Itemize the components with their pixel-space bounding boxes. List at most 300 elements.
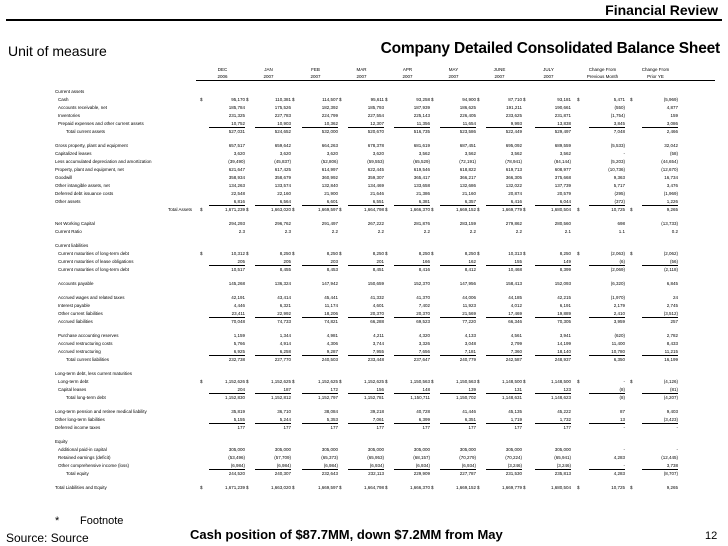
currency-symbol: $ (477, 485, 480, 490)
table-cell: 4,601 (372, 303, 384, 308)
table-cell: 7,048 (613, 129, 625, 134)
table-cell: 1,732 (559, 417, 571, 422)
subtotal-rule (209, 393, 245, 394)
currency-symbol: $ (246, 485, 249, 490)
table-cell: (8) (619, 395, 625, 400)
currency-symbol: $ (292, 207, 295, 212)
table-cell: 45,222 (557, 409, 571, 414)
column-header-line1: MAY (448, 67, 459, 72)
currency-symbol: $ (431, 97, 434, 102)
table-cell: 532,000 (321, 129, 338, 134)
row-label: Total Liabilities and Equity (55, 485, 107, 490)
table-cell: 1,671,239 (224, 485, 245, 490)
table-cell: 8,433 (666, 341, 678, 346)
table-cell: 11,215 (664, 349, 678, 354)
table-cell: 618,822 (459, 167, 476, 172)
table-cell: 8,399 (559, 267, 571, 272)
table-cell: 2.3 (284, 229, 291, 234)
subtotal-rule (535, 469, 571, 470)
column-header-line2: Previous Month (586, 74, 619, 79)
table-cell: 1,669,779 (501, 485, 522, 490)
table-cell: 10,752 (231, 121, 245, 126)
table-row (0, 424, 728, 431)
table-cell: 1,669,779 (501, 207, 522, 212)
currency-symbol: $ (339, 97, 342, 102)
table-cell: (295) (614, 191, 625, 196)
table-cell: (5,533) (610, 143, 625, 148)
subtotal-rule (348, 469, 384, 470)
column-header-line2: 2007 (263, 74, 274, 79)
table-cell: (70,224) (505, 455, 522, 460)
subtotal-rule (589, 355, 625, 356)
table-cell: 39,218 (370, 409, 384, 414)
table-cell: 231,325 (228, 113, 245, 118)
table-cell: 20,370 (416, 311, 430, 316)
table-cell: 375,668 (554, 175, 571, 180)
column-header-line1: JULY (543, 67, 554, 72)
table-cell: 32,042 (664, 143, 678, 148)
table-cell: - (623, 463, 625, 468)
table-cell: 4,306 (326, 341, 338, 346)
table-cell: (53,496) (228, 455, 245, 460)
table-cell: 7,402 (418, 303, 430, 308)
table-cell: 43,414 (277, 295, 291, 300)
table-cell: 77,220 (462, 319, 476, 324)
table-cell: 45,441 (324, 295, 338, 300)
table-cell: 6,845 (666, 281, 678, 286)
table-cell: 3,620 (279, 151, 291, 156)
table-row (0, 158, 728, 165)
table-cell: 280,560 (554, 221, 571, 226)
footnote-marker: * (55, 515, 60, 527)
table-cell: 1.1 (618, 229, 625, 234)
table-cell: (1,969) (663, 191, 678, 196)
subtotal-rule (535, 355, 571, 356)
table-cell: (65,373) (321, 455, 338, 460)
row-label: Capital leases (58, 387, 87, 392)
table-cell: 6,564 (279, 199, 291, 204)
table-cell: 114,507 (322, 97, 338, 102)
table-cell: 7,181 (464, 349, 476, 354)
currency-symbol: $ (630, 97, 633, 102)
table-cell: 66,346 (508, 319, 522, 324)
column-header-line1: FEB (311, 67, 320, 72)
table-cell: 622,445 (367, 167, 384, 172)
table-row (0, 104, 728, 111)
table-cell: 291,497 (321, 221, 338, 226)
table-row (0, 266, 728, 273)
table-row (0, 128, 728, 135)
currency-symbol: $ (523, 207, 526, 212)
table-cell: 8,250 (418, 251, 430, 256)
subtotal-rule (440, 355, 476, 356)
table-cell: (56) (669, 259, 678, 264)
row-label: Current assets (55, 89, 85, 94)
table-cell: 38,084 (324, 409, 338, 414)
table-cell: (2,069) (610, 267, 625, 272)
table-cell: 657,517 (228, 143, 245, 148)
row-label: Other current liabilities (58, 311, 103, 316)
currency-symbol: $ (200, 485, 203, 490)
table-cell: 3,959 (613, 319, 625, 324)
table-cell: 159 (670, 113, 678, 118)
table-cell: 10,517 (231, 267, 245, 272)
table-cell: 41,370 (416, 295, 430, 300)
table-cell: 681,619 (413, 143, 430, 148)
table-cell: 1,152,812 (270, 395, 291, 400)
subtotal-rule (348, 355, 384, 356)
table-cell: 3,744 (372, 341, 384, 346)
table-row (0, 356, 728, 363)
table-cell: 9,363 (613, 175, 625, 180)
row-label: Total current assets (66, 129, 106, 134)
subtotal-rule (255, 393, 291, 394)
table-cell: 305,000 (228, 447, 245, 452)
table-cell: 205 (237, 259, 245, 264)
table-cell: (39,490) (228, 159, 245, 164)
currency-symbol: $ (339, 207, 342, 212)
subtotal-rule (209, 127, 245, 128)
table-cell: 6,258 (279, 349, 291, 354)
column-header-line1: MAR (356, 67, 367, 72)
table-cell: (6,934) (369, 463, 384, 468)
source-note: Source: Source (6, 531, 89, 545)
table-cell: 93,258 (416, 97, 430, 102)
table-cell: 17,469 (508, 311, 522, 316)
table-cell: 149 (563, 259, 571, 264)
row-label: Accrued liabilities (58, 319, 93, 324)
table-cell: 94,900 (462, 97, 476, 102)
subtotal-rule (209, 355, 245, 356)
table-cell: 1,680,504 (550, 485, 571, 490)
table-cell: 267,222 (367, 221, 384, 226)
table-cell: 45,135 (508, 409, 522, 414)
currency-symbol: $ (200, 207, 203, 212)
table-cell: 614,997 (321, 167, 338, 172)
table-cell: 366,305 (505, 175, 522, 180)
table-cell: 360,992 (321, 175, 338, 180)
currency-symbol: $ (385, 97, 388, 102)
table-cell: 2,782 (666, 333, 678, 338)
table-cell: 1,669,597 (317, 485, 338, 490)
currency-symbol: $ (630, 207, 633, 212)
table-cell: 22,548 (231, 191, 245, 196)
table-cell: 93,181 (557, 97, 571, 102)
table-cell: (12,445) (661, 455, 678, 460)
table-cell: 42,191 (231, 295, 245, 300)
table-cell: 20,874 (508, 191, 522, 196)
table-cell: 522,449 (505, 129, 522, 134)
table-cell: 305,000 (413, 447, 430, 452)
subtotal-rule (394, 265, 430, 266)
table-cell: 4,561 (510, 333, 522, 338)
table-cell: 6,551 (372, 199, 384, 204)
page-number: 12 (705, 530, 718, 542)
table-cell: 10,312 (231, 251, 245, 256)
table-cell: (6,984) (230, 463, 245, 468)
currency-symbol: $ (577, 207, 580, 212)
subtotal-rule (209, 205, 245, 206)
table-cell: 187,939 (413, 105, 430, 110)
table-cell: 158,413 (505, 281, 522, 286)
subtotal-rule (348, 393, 384, 394)
subtotal-rule (348, 423, 384, 424)
table-cell: 132,840 (321, 183, 338, 188)
subtotal-rule (255, 469, 291, 470)
table-cell: 4,283 (613, 471, 625, 476)
table-cell: 201 (376, 259, 384, 264)
table-cell: 659,642 (274, 143, 291, 148)
table-cell: 2,410 (613, 311, 625, 316)
table-cell: 7,955 (372, 349, 384, 354)
table-cell: (3,512) (663, 311, 678, 316)
table-cell: 10,313 (508, 251, 522, 256)
table-cell: 182,392 (321, 105, 338, 110)
subtotal-rule (348, 205, 384, 206)
column-header-line2: 2007 (543, 74, 554, 79)
currency-symbol: $ (385, 251, 388, 256)
table-cell: (13,733) (661, 221, 678, 226)
table-cell: 22,992 (277, 311, 291, 316)
row-label: Total equity (66, 471, 89, 476)
table-cell: 8,451 (372, 267, 384, 272)
table-cell: 185,793 (367, 105, 384, 110)
table-cell: 6,816 (233, 199, 245, 204)
table-cell: 698 (617, 221, 625, 226)
table-cell: 1,152,797 (317, 395, 338, 400)
subtotal-rule (535, 317, 571, 318)
subtotal-rule (394, 317, 430, 318)
table-cell: 687,451 (459, 143, 476, 148)
subtotal-rule (535, 393, 571, 394)
row-label: Other assets (55, 199, 81, 204)
table-cell: (6,934) (415, 463, 430, 468)
table-cell: 4,211 (373, 333, 384, 338)
column-header-line2: 2007 (494, 74, 505, 79)
column-header-line2: 2006 (217, 74, 228, 79)
table-cell: 2,745 (666, 303, 678, 308)
table-cell: 21,646 (370, 191, 384, 196)
table-cell: 1,344 (279, 333, 291, 338)
table-row (0, 348, 728, 355)
table-cell: 44,006 (462, 295, 476, 300)
table-cell: 6,351 (464, 417, 476, 422)
currency-symbol: $ (292, 485, 295, 490)
row-label: Additional paid-in capital (58, 447, 107, 452)
table-row (0, 142, 728, 149)
table-cell: (59,553) (367, 159, 384, 164)
table-row (0, 370, 728, 377)
row-label: Accounts payable (58, 281, 94, 286)
subtotal-rule (486, 317, 522, 318)
row-label: Accrued restructuring costs (58, 341, 113, 346)
table-cell: 358,679 (274, 175, 291, 180)
table-cell: 226,405 (459, 113, 476, 118)
table-cell: 16,734 (664, 175, 678, 180)
table-cell: 150,659 (367, 281, 384, 286)
table-row (0, 96, 728, 103)
table-cell: (58) (669, 151, 678, 156)
table-row (0, 120, 728, 127)
table-cell: 205 (283, 259, 291, 264)
table-cell: 621,647 (228, 167, 245, 172)
currency-symbol: $ (630, 251, 633, 256)
table-row (0, 174, 728, 181)
subtotal-rule (394, 127, 430, 128)
table-cell: 4,914 (279, 341, 291, 346)
table-cell: 1,152,625 (270, 379, 291, 384)
table-cell: 1,671,239 (224, 207, 245, 212)
table-cell: 524,652 (274, 129, 291, 134)
table-cell: - (623, 425, 625, 430)
table-cell: 3,620 (326, 151, 338, 156)
subtotal-rule (589, 205, 625, 206)
subtotal-rule (642, 469, 678, 470)
table-cell: 24 (672, 295, 678, 300)
table-cell: 1,680,504 (550, 207, 571, 212)
table-cell: 123 (563, 387, 571, 392)
table-cell: 664,263 (321, 143, 338, 148)
table-cell: 516,735 (413, 129, 430, 134)
table-cell: 9,403 (666, 409, 678, 414)
subtotal-rule (440, 423, 476, 424)
table-cell: 42,215 (557, 295, 571, 300)
table-cell: 41,446 (462, 409, 476, 414)
row-label: Prepaid expenses and other current assets (58, 121, 144, 126)
table-cell: 305,000 (554, 447, 571, 452)
table-cell: (45,837) (274, 159, 291, 164)
table-cell: 5,766 (233, 341, 245, 346)
currency-symbol: $ (292, 379, 295, 384)
table-cell: 185,784 (228, 105, 245, 110)
table-cell: 7,360 (510, 349, 522, 354)
currency-symbol: $ (200, 379, 203, 384)
currency-symbol: $ (246, 207, 249, 212)
subtotal-rule (440, 469, 476, 470)
table-cell: 204 (237, 387, 245, 392)
table-cell: 152,093 (554, 281, 571, 286)
subtotal-rule (440, 393, 476, 394)
subtotal-rule (486, 265, 522, 266)
subtotal-rule (302, 127, 338, 128)
table-cell: 136,324 (274, 281, 291, 286)
table-cell: 227,770 (274, 357, 291, 362)
row-label: Accrued wages and related taxes (58, 295, 125, 300)
table-cell: (6,934) (461, 463, 476, 468)
table-cell: 3,048 (464, 341, 476, 346)
table-cell: (3,246) (556, 463, 571, 468)
table-cell: (3,246) (507, 463, 522, 468)
table-cell: 74,821 (324, 319, 338, 324)
row-label: Gross property, plant and equipment (55, 143, 128, 148)
row-label: Other long-term liabilities (55, 417, 105, 422)
row-label: Total current liabilities (66, 357, 110, 362)
table-cell: 70,305 (557, 319, 571, 324)
table-cell: 6,416 (510, 199, 522, 204)
table-row (0, 206, 728, 213)
table-cell: 186,625 (459, 105, 476, 110)
table-cell: 359,307 (367, 175, 384, 180)
table-cell: 177 (563, 425, 571, 430)
subtotal-rule (642, 423, 678, 424)
table-cell: 229,909 (413, 471, 430, 476)
table-cell: 2.2 (331, 229, 338, 234)
table-cell: 305,000 (367, 447, 384, 452)
table-row (0, 332, 728, 339)
table-cell: 203 (330, 259, 338, 264)
table-cell: 3,476 (666, 183, 678, 188)
table-cell: 240,307 (274, 471, 291, 476)
table-cell: 8,412 (464, 267, 476, 272)
table-cell: (78,941) (505, 159, 522, 164)
table-cell: 4,320 (418, 333, 430, 338)
table-cell: (52,806) (321, 159, 338, 164)
subtotal-rule (394, 469, 430, 470)
table-cell: (372) (614, 199, 625, 204)
table-cell: (6) (619, 259, 625, 264)
table-cell: 523,586 (459, 129, 476, 134)
table-cell: (12,670) (661, 167, 678, 172)
table-cell: 3,620 (372, 151, 384, 156)
table-cell: 283,159 (459, 221, 476, 226)
table-row (0, 220, 728, 227)
currency-symbol: $ (385, 485, 388, 490)
table-cell: 617,425 (274, 167, 291, 172)
table-cell: 227,787 (459, 471, 476, 476)
table-cell: 224,799 (321, 113, 338, 118)
subtotal-rule (302, 393, 338, 394)
subtotal-rule (642, 265, 678, 266)
row-label: Long-term debt, less current maturities (55, 371, 133, 376)
table-cell: 44,185 (508, 295, 522, 300)
subtotal-rule (642, 127, 678, 128)
table-cell: 8,453 (326, 267, 338, 272)
table-cell: 11,923 (462, 303, 476, 308)
subtotal-rule (486, 127, 522, 128)
subtotal-rule (348, 127, 384, 128)
subtotal-rule (535, 205, 571, 206)
table-cell: 1,666,370 (409, 207, 430, 212)
table-cell: 695,092 (505, 143, 522, 148)
table-row (0, 198, 728, 205)
table-cell: 137,739 (554, 183, 571, 188)
row-label: Retained earnings (deficit) (58, 455, 111, 460)
table-cell: 12,307 (370, 121, 384, 126)
table-cell: 281,876 (413, 221, 430, 226)
currency-symbol: $ (200, 251, 203, 256)
currency-symbol: $ (477, 251, 480, 256)
subtotal-rule (209, 469, 245, 470)
table-cell: 145,268 (228, 281, 245, 286)
table-cell: 225,143 (413, 113, 430, 118)
row-label: Goodwill (55, 175, 73, 180)
table-cell: 10,362 (324, 121, 338, 126)
subtotal-rule (348, 265, 384, 266)
table-row (0, 446, 728, 453)
table-cell: 10,903 (277, 121, 291, 126)
subtotal-rule (440, 127, 476, 128)
column-header-line1: JAN (264, 67, 273, 72)
row-label: Inventories (58, 113, 81, 118)
table-cell: 2,799 (510, 341, 522, 346)
table-cell: 232,738 (228, 357, 245, 362)
table-cell: (8) (619, 387, 625, 392)
row-label: Less accumulated depreciation and amortization (55, 159, 152, 164)
table-cell: 689,559 (554, 143, 571, 148)
table-cell: 1,226 (666, 199, 678, 204)
currency-symbol: $ (523, 97, 526, 102)
column-header-line2: 2007 (356, 74, 367, 79)
